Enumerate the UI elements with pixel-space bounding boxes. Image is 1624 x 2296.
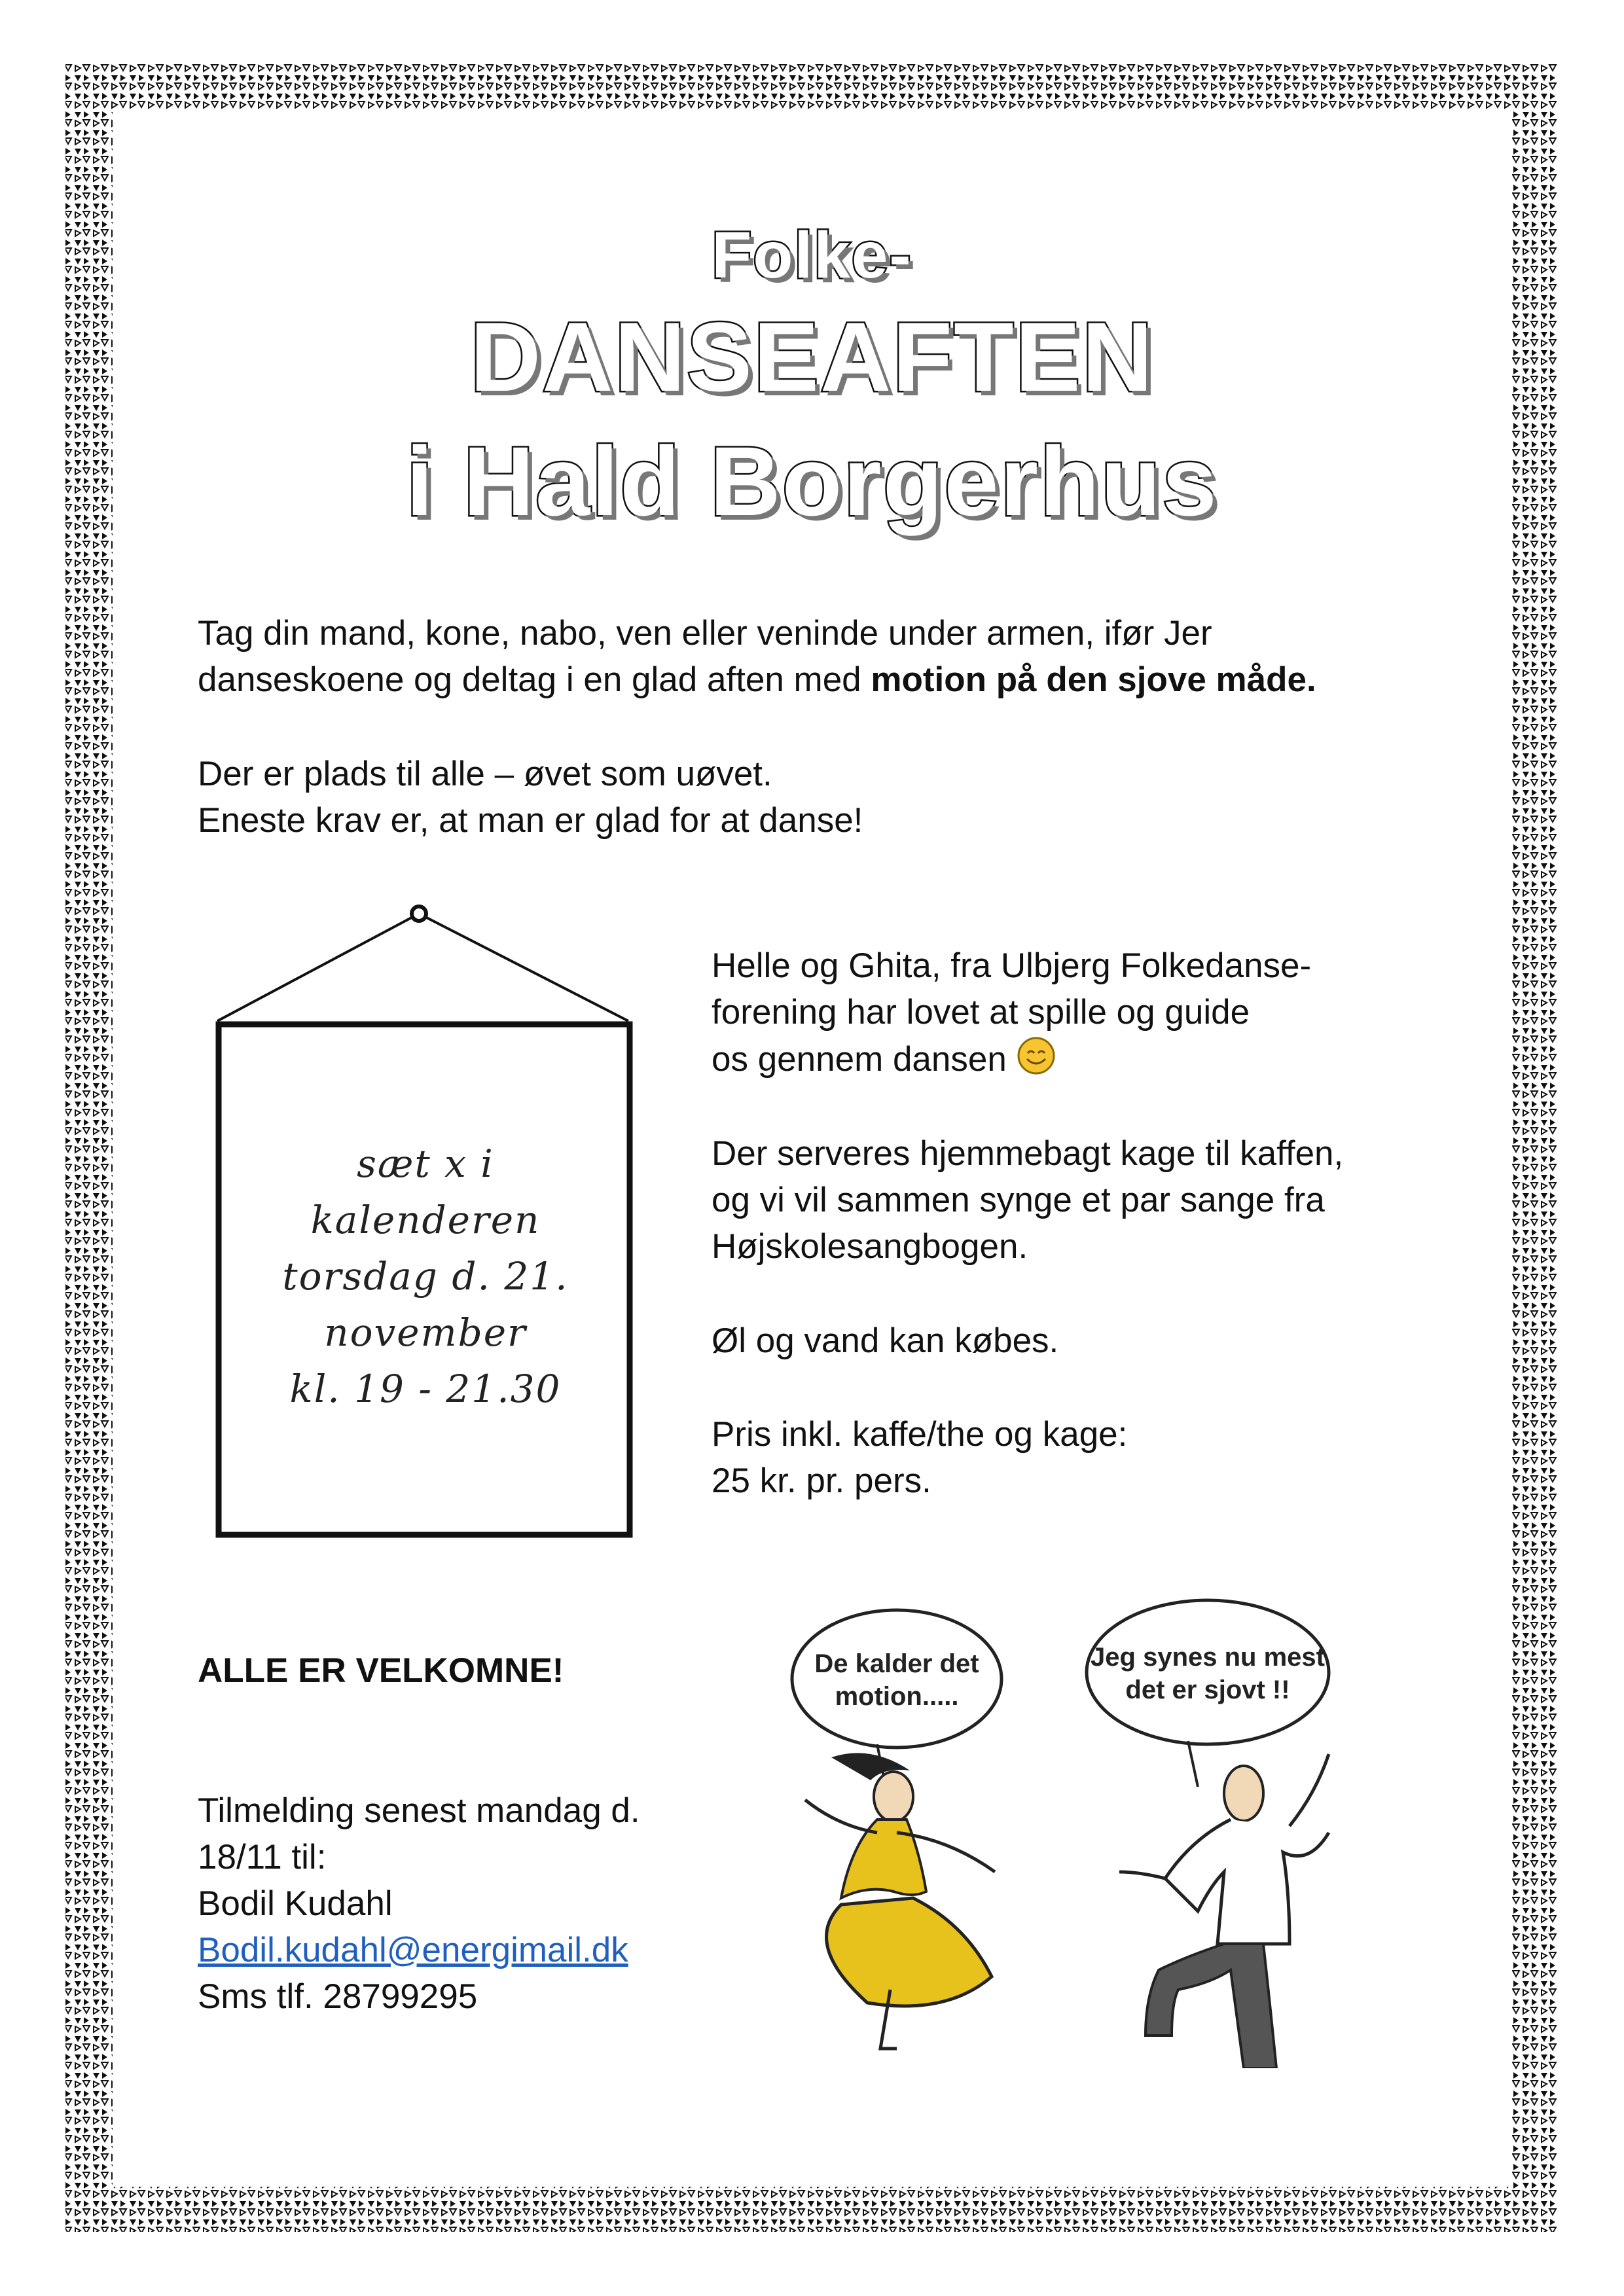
drinks-paragraph xyxy=(712,1318,1497,1364)
signup-block xyxy=(198,1787,787,2020)
welcome-text: ALLE ER VELKOMNE! xyxy=(198,1651,564,1690)
calendar-note xyxy=(223,1136,628,1417)
intro-paragraph-2 xyxy=(198,751,1474,844)
info-line: forening har lovet at spille og guide xyxy=(712,993,1250,1031)
woman-dancer xyxy=(805,1753,995,2049)
bubble-left-line-2: motion..... xyxy=(835,1682,959,1711)
intro-line-4: Eneste krav er, at man er glad for at danse! xyxy=(198,801,863,840)
email-link[interactable]: Bodil.kudahl@energimail.dk xyxy=(198,1931,628,1969)
contact-phone: Sms tlf. 28799295 xyxy=(198,1977,478,2016)
intro-line-3: Der er plads til alle – øvet som uøvet. xyxy=(198,755,772,793)
bubble-left-line-1: De kalder det xyxy=(814,1649,979,1678)
dancing-couple-illustration xyxy=(779,1597,1407,2068)
info-line: Højskolesangbogen. xyxy=(712,1227,1028,1266)
info-line: os gennem dansen xyxy=(712,1040,1007,1079)
calendar-line-1: sæt x i xyxy=(357,1141,494,1186)
info-line: Pris inkl. kaffe/the og kage: xyxy=(712,1415,1128,1454)
bubble-right-line-2: det er sjovt !! xyxy=(1125,1676,1290,1704)
intro-line-2: danseskoene og deltag i en glad aften med xyxy=(198,660,871,699)
man-dancer xyxy=(1119,1754,1329,2068)
welcome-heading xyxy=(198,1647,787,1694)
title-danseaften: DANSEAFTEN xyxy=(469,302,1155,412)
title-hald-borgerhus: i Hald Borgerhus xyxy=(406,426,1218,536)
info-line: og vi vil sammen synge et par sange fra xyxy=(712,1181,1325,1219)
info-line: 25 kr. pr. pers. xyxy=(712,1462,931,1500)
signup-line: Tilmelding senest mandag d. xyxy=(198,1791,640,1830)
intro-line-1: Tag din mand, kone, nabo, ven eller veninde under armen, ifør Jer xyxy=(198,614,1212,653)
calendar-line-4: november xyxy=(324,1310,527,1355)
calendar-line-3: torsdag d. 21. xyxy=(282,1254,569,1299)
signup-line: 18/11 til: xyxy=(198,1838,327,1876)
calendar-line-2: kalenderen xyxy=(310,1198,541,1242)
cake-paragraph xyxy=(712,1130,1497,1270)
bubble-right-line-1: Jeg synes nu mest xyxy=(1091,1643,1325,1672)
musicians-paragraph xyxy=(712,942,1497,1088)
info-line: Der serveres hjemmebagt kage til kaffen, xyxy=(712,1134,1344,1173)
calendar-line-5: kl. 19 - 21.30 xyxy=(289,1367,562,1411)
title-folke: Folke- xyxy=(712,219,912,292)
smiley-icon xyxy=(1016,1035,1056,1088)
intro-emphasis: motion på den sjove måde. xyxy=(871,660,1316,699)
intro-paragraph xyxy=(198,610,1474,703)
contact-name: Bodil Kudahl xyxy=(198,1884,393,1923)
info-line: Øl og vand kan købes. xyxy=(712,1321,1059,1360)
info-line: Helle og Ghita, fra Ulbjerg Folkedanse- xyxy=(712,946,1312,985)
price-paragraph xyxy=(712,1411,1497,1504)
